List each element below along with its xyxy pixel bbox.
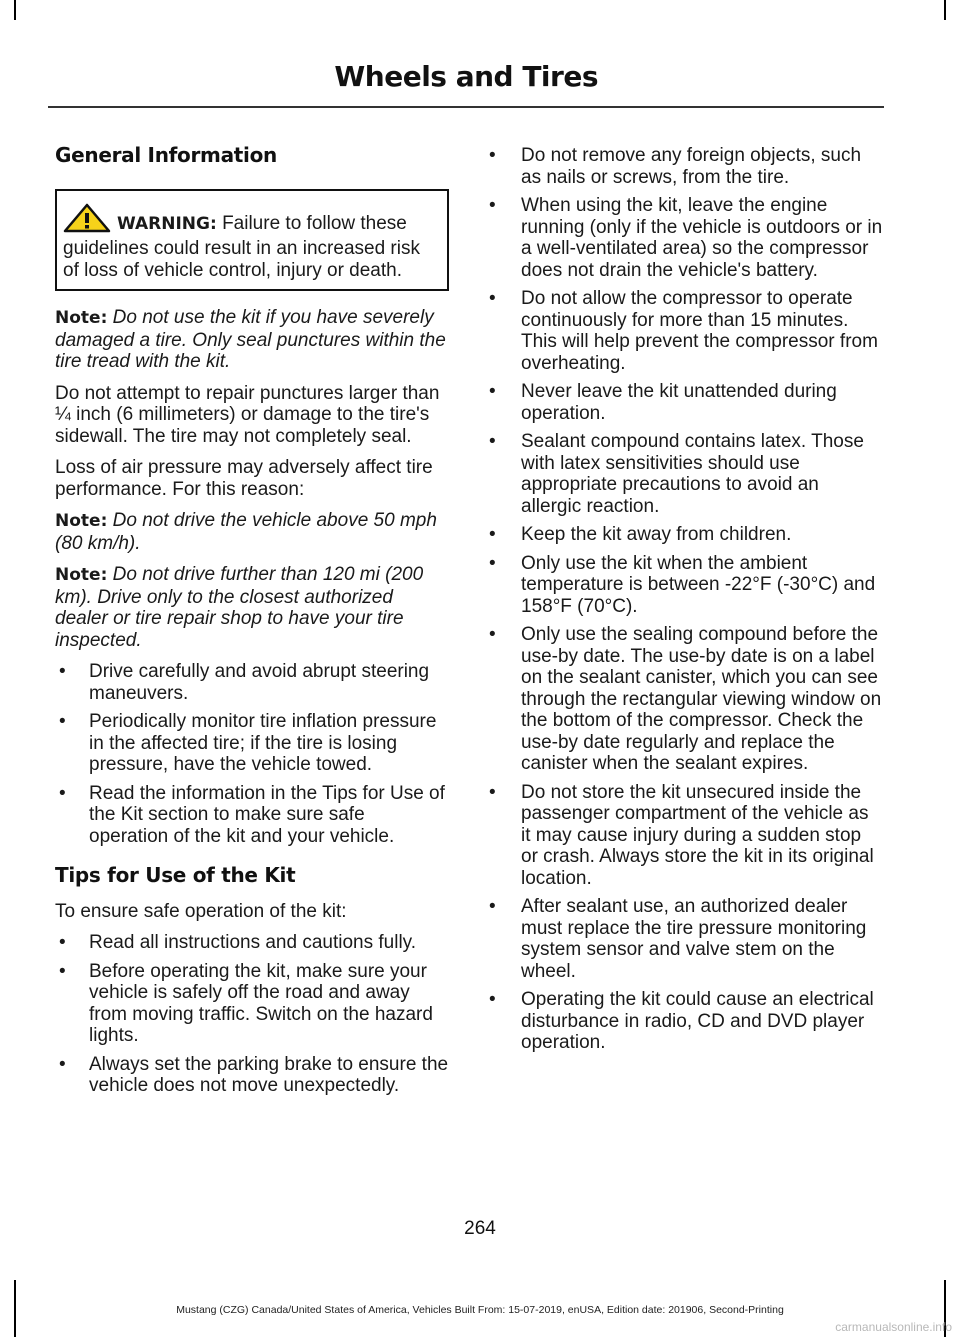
note-label: Note: — [55, 565, 108, 585]
bullet-icon: • — [489, 896, 496, 917]
list-item: • Never leave the kit unattended during operation. — [489, 381, 837, 424]
crop-mark-top-left — [14, 0, 16, 20]
paragraph-puncture-size: Do not attempt to repair punctures larger than ¼ inch (6 millimeters) or damage to the tire's sidewall. The tire may not completely seal. — [55, 382, 440, 447]
note-distance — [55, 564, 449, 651]
section-heading-general: General Information — [55, 143, 277, 167]
bullet-icon: • — [489, 381, 496, 402]
list-item: • Always set the parking brake to ensure the vehicle does not move unexpectedly. — [59, 1053, 449, 1096]
bullet-icon: • — [59, 932, 66, 953]
bullet-list-tips-continued — [485, 145, 883, 1054]
warning-triangle-icon — [63, 203, 111, 239]
bullet-icon: • — [489, 145, 496, 166]
list-item: • Only use the sealing compound before the use-by date. The use-by date is on a label on the sealant canister, which you can see through the rectangular viewing window on the bottom of the compressor. Check the use-by date regularly and replace the canister when the sealant expires. — [489, 624, 882, 774]
list-item: • Operating the kit could cause an electrical disturbance in radio, CD and DVD player operation. — [489, 989, 874, 1053]
note-severe-damage — [55, 307, 449, 373]
note-text: Do not drive further than 120 mi (200 km). Drive only to the closest authorized dealer or tire repair shop to have your tire inspected. — [55, 564, 424, 651]
bullet-icon: • — [489, 989, 496, 1010]
section-heading-tips: Tips for Use of the Kit — [55, 863, 296, 887]
note-text: Do not use the kit if you have severely damaged a tire. Only seal punctures within the tire tread with the kit. — [55, 307, 446, 372]
note-speed — [55, 510, 449, 554]
watermark: carmanualsonline.info — [835, 1320, 952, 1334]
list-item: • Do not remove any foreign objects, such as nails or screws, from the tire. — [489, 145, 862, 188]
crop-mark-top-right — [944, 0, 946, 20]
bullet-icon: • — [489, 524, 496, 545]
warning-text: Failure to follow these guidelines could result in an increased risk of loss of vehicle control, injury or death. — [63, 212, 420, 281]
page-title: Wheels and Tires — [334, 60, 598, 93]
list-item: • Do not store the kit unsecured inside the passenger compartment of the vehicle as it may cause injury during a sudden stop or crash. Always store the kit in its original location. — [489, 781, 874, 889]
list-item: • Only use the kit when the ambient temperature is between -22°F (-30°C) and 158°F (70°C). — [489, 552, 876, 617]
footer-edition-info: Mustang (CZG) Canada/United States of America, Vehicles Built From: 15-07-2019, enUSA, Edition date: 201906, Second-Printing — [176, 1304, 784, 1316]
paragraph-tips-intro: To ensure safe operation of the kit: — [55, 900, 347, 922]
note-text: Do not drive the vehicle above 50 mph (80 km/h). — [55, 510, 437, 554]
page-number: 264 — [464, 1218, 496, 1239]
list-item: • Keep the kit away from children. — [489, 524, 792, 545]
list-item: • When using the kit, leave the engine running (only if the vehicle is outdoors or in a well-ventilated area) so the compressor does not drain the vehicle's battery. — [489, 195, 883, 281]
note-label: Note: — [55, 308, 108, 328]
note-label: Note: — [55, 511, 108, 531]
bullet-icon: • — [59, 960, 66, 982]
list-item: • Read the information in the Tips for Use of the Kit section to make sure safe operation of the kit and your vehicle. — [59, 782, 445, 847]
list-item: • Before operating the kit, make sure your vehicle is safely off the road and away from moving traffic. Switch on the hazard lights. — [59, 960, 433, 1046]
bullet-icon: • — [59, 661, 66, 682]
bullet-icon: • — [489, 431, 496, 452]
paragraph-air-pressure: Loss of air pressure may adversely affect tire performance. For this reason: — [55, 457, 433, 500]
left-column — [55, 145, 449, 1104]
bullet-icon: • — [489, 288, 496, 309]
bullet-list-tips — [55, 932, 449, 1097]
warning-label: WARNING: — [117, 213, 217, 234]
bullet-icon: • — [59, 782, 66, 804]
bullet-icon: • — [59, 711, 66, 732]
list-item: • Read all instructions and cautions fully. — [59, 932, 417, 953]
list-item: • Sealant compound contains latex. Those with latex sensitivities should use appropriate precautions to avoid an allergic reaction. — [489, 431, 864, 517]
bullet-icon: • — [489, 624, 496, 645]
list-item: • Drive carefully and avoid abrupt steering maneuvers. — [59, 661, 430, 704]
bullet-icon: • — [489, 552, 496, 574]
bullet-icon: • — [489, 195, 496, 216]
bullet-icon: • — [489, 781, 496, 803]
bullet-icon: • — [59, 1053, 66, 1075]
right-column — [485, 145, 883, 1061]
bullet-list-general — [55, 661, 449, 847]
warning-box — [55, 189, 449, 292]
header-divider — [48, 106, 884, 108]
list-item: • Periodically monitor tire inflation pressure in the affected tire; if the tire is losing pressure, have the vehicle towed. — [59, 711, 437, 775]
list-item: • Do not allow the compressor to operate continuously for more than 15 minutes. This will help prevent the compressor from overheating. — [489, 288, 878, 374]
list-item: • After sealant use, an authorized dealer must replace the tire pressure monitoring system sensor and valve stem on the wheel. — [489, 896, 867, 982]
